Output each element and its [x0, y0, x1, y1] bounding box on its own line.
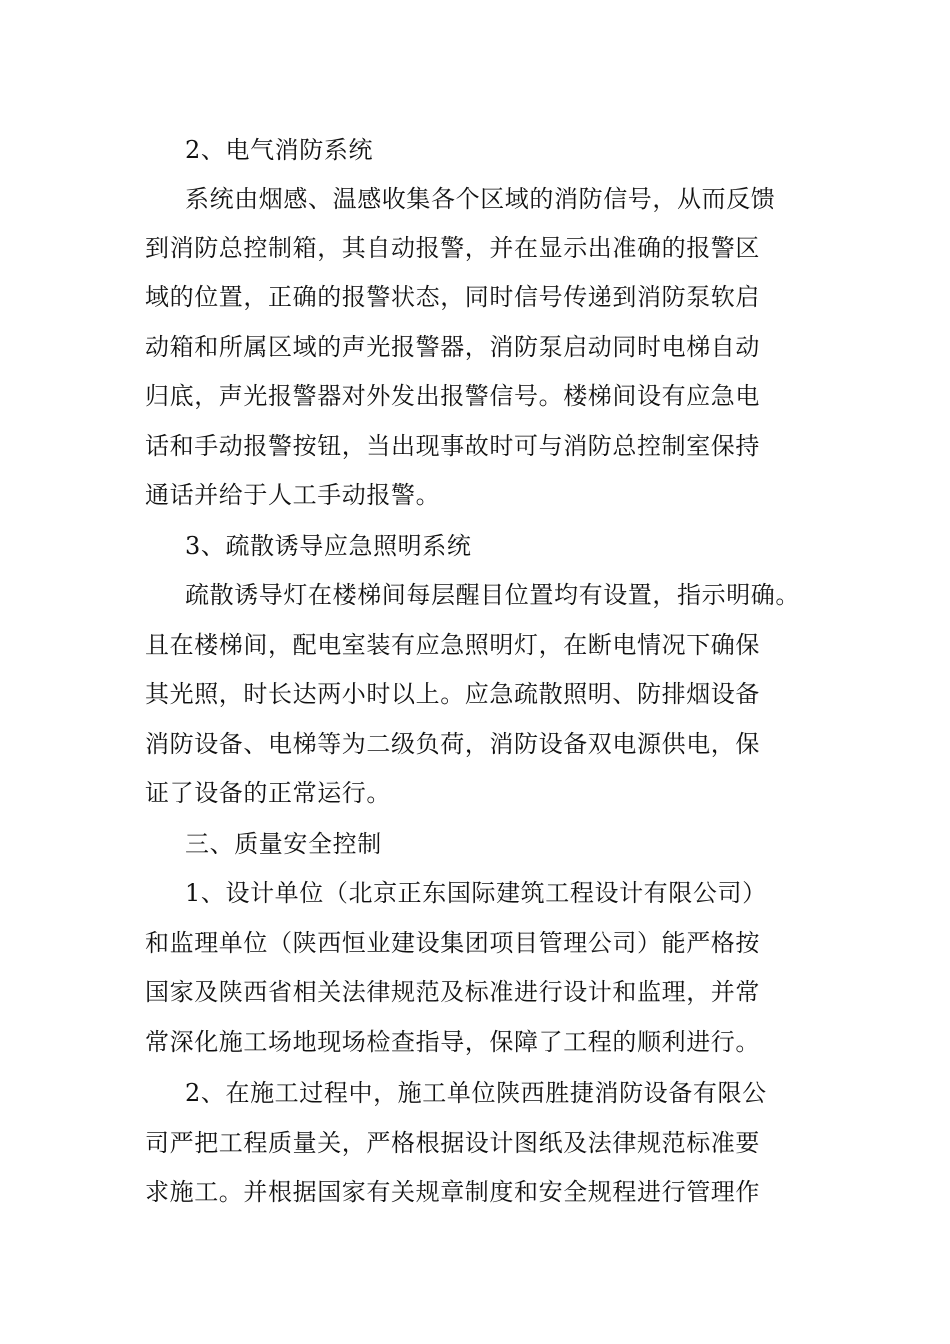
paragraph-line: 动箱和所属区域的声光报警器，消防泵启动同时电梯自动 [145, 333, 760, 361]
paragraph-line: 其光照，时长达两小时以上。应急疏散照明、防排烟设备 [145, 680, 760, 708]
paragraph-line: 话和手动报警按钮，当出现事故时可与消防总控制室保持 [145, 432, 760, 460]
paragraph-line: 1、设计单位（北京正东国际建筑工程设计有限公司） [185, 879, 767, 907]
paragraph-line: 证了设备的正常运行。 [145, 779, 391, 807]
paragraph-line: 常深化施工场地现场检查指导，保障了工程的顺利进行。 [145, 1028, 760, 1056]
paragraph-line: 且在楼梯间，配电室装有应急照明灯，在断电情况下确保 [145, 631, 760, 659]
paragraph-line: 域的位置，正确的报警状态，同时信号传递到消防泵软启 [145, 283, 760, 311]
heading-emergency-lighting-system: 3、疏散诱导应急照明系统 [185, 532, 472, 560]
heading-quality-safety-control: 三、质量安全控制 [185, 830, 382, 858]
paragraph-line: 求施工。并根据国家有关规章制度和安全规程进行管理作 [145, 1178, 760, 1206]
paragraph-line: 疏散诱导灯在楼梯间每层醒目位置均有设置，指示明确。 [185, 581, 800, 609]
paragraph-line: 归底，声光报警器对外发出报警信号。楼梯间设有应急电 [145, 382, 760, 410]
heading-electrical-fire-system: 2、电气消防系统 [185, 136, 374, 164]
paragraph-line: 通话并给于人工手动报警。 [145, 481, 441, 509]
paragraph-line: 司严把工程质量关，严格根据设计图纸及法律规范标准要 [145, 1129, 760, 1157]
paragraph-line: 消防设备、电梯等为二级负荷，消防设备双电源供电，保 [145, 730, 760, 758]
paragraph-line: 和监理单位（陕西恒业建设集团项目管理公司）能严格按 [145, 929, 760, 957]
paragraph-line: 到消防总控制箱，其自动报警，并在显示出准确的报警区 [145, 234, 760, 262]
paragraph-line: 国家及陕西省相关法律规范及标准进行设计和监理，并常 [145, 978, 760, 1006]
paragraph-line: 2、在施工过程中，施工单位陕西胜捷消防设备有限公 [185, 1079, 767, 1107]
paragraph-line: 系统由烟感、温感收集各个区域的消防信号，从而反馈 [185, 185, 776, 213]
